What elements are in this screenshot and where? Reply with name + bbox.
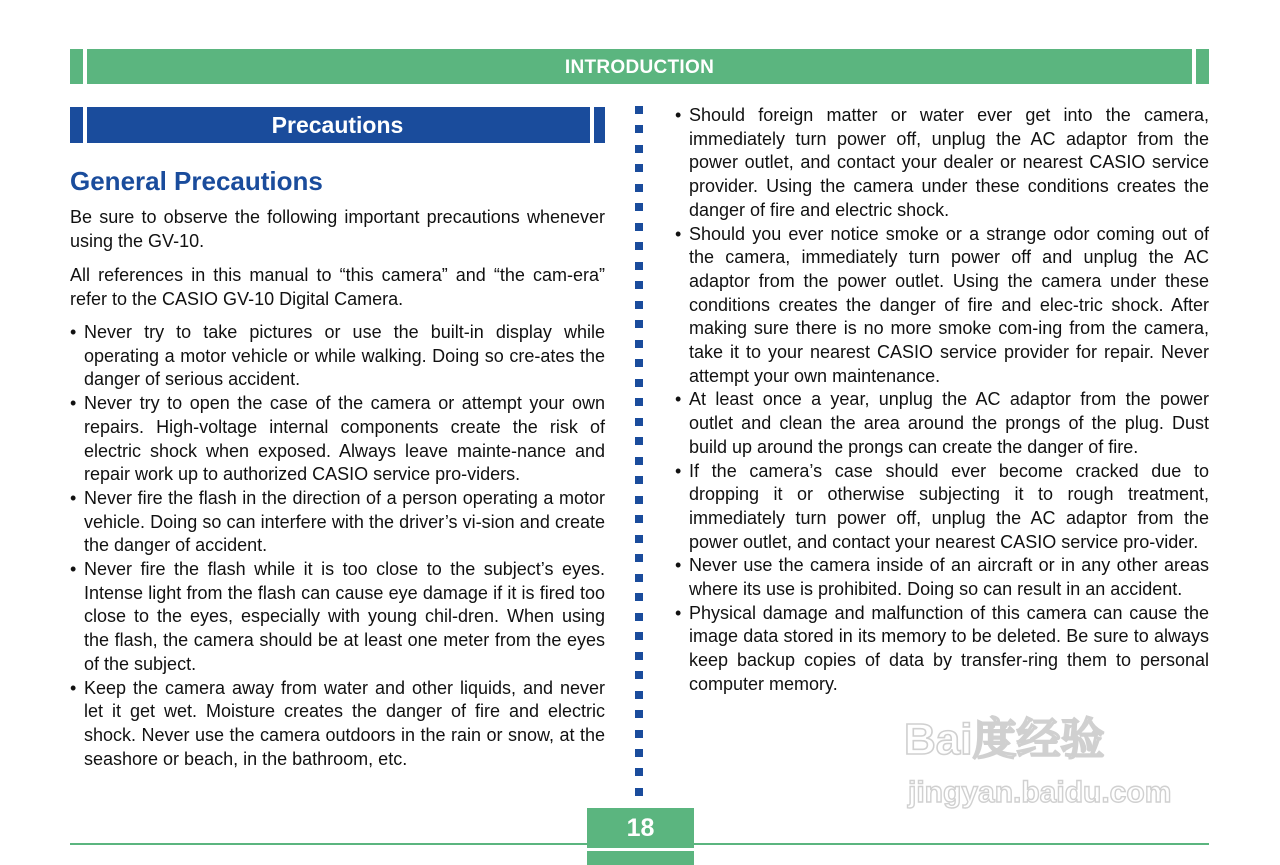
bullet-dot: •: [70, 393, 77, 414]
bullet-dot: •: [70, 677, 77, 698]
divider-square: [635, 242, 643, 250]
list-item: [675, 460, 1209, 555]
bullet-dot: •: [675, 389, 682, 410]
left-column: [70, 107, 605, 771]
list-item: [675, 223, 1209, 389]
divider-square: [635, 788, 643, 796]
divider-square: [635, 301, 643, 309]
divider-square: [635, 730, 643, 738]
page-box-gap: [587, 848, 694, 851]
list-item-text: At least once a year, unplug the AC adaptor from the power outlet and clean the area around the prongs of the plug. Dust build up around the prongs can create the danger of fire.: [689, 389, 1209, 457]
divider-square: [635, 691, 643, 699]
divider-square: [635, 281, 643, 289]
divider-square: [635, 496, 643, 504]
divider-square: [635, 125, 643, 133]
list-item: [70, 392, 605, 487]
divider-square: [635, 164, 643, 172]
divider-square: [635, 184, 643, 192]
precautions-label: Precautions: [271, 112, 404, 138]
list-item: [70, 677, 605, 772]
bullet-dot: •: [675, 555, 682, 576]
divider-square: [635, 671, 643, 679]
divider-square: [635, 768, 643, 776]
divider-square: [635, 203, 643, 211]
right-column: [675, 104, 1209, 697]
divider-square: [635, 418, 643, 426]
list-item: [675, 388, 1209, 459]
column-divider: [635, 106, 643, 796]
divider-square: [635, 145, 643, 153]
left-bullet-list: [70, 321, 605, 771]
page-number: 18: [626, 814, 655, 842]
list-item: [70, 321, 605, 392]
list-item-text: If the camera’s case should ever become cracked due to dropping it or otherwise subjecting it to rough treatment, immediately turn power off, unplug the AC adaptor from the power outlet, and contact your nearest CASIO service pro-vider.: [689, 460, 1209, 552]
divider-square: [635, 457, 643, 465]
divider-square: [635, 262, 643, 270]
divider-square: [635, 574, 643, 582]
watermark-url-text: jingyan.baidu.com: [908, 776, 1172, 809]
bullet-dot: •: [675, 223, 682, 244]
intro-paragraph: Be sure to observe the following important precautions whenever using the GV-10.: [70, 207, 605, 251]
list-item-text: Never fire the flash in the direction of a person operating a motor vehicle. Doing so can interfere with the driver’s vi-sion and create the danger of accident.: [84, 487, 605, 556]
divider-square: [635, 106, 643, 114]
section-banner: [70, 49, 1209, 84]
watermark-logo-text: Bai度经验: [904, 715, 1105, 764]
list-item-text: Never try to take pictures or use the built-in display while operating a motor vehicle or while walking. Doing so cre-ates the danger of serious accident.: [84, 322, 605, 390]
section-title: INTRODUCTION: [564, 57, 715, 78]
precautions-bar: [70, 107, 605, 143]
divider-square: [635, 632, 643, 640]
bullet-dot: •: [70, 559, 77, 580]
bullet-dot: •: [675, 105, 682, 125]
divider-square: [635, 320, 643, 328]
bullet-dot: •: [675, 460, 682, 481]
divider-square: [635, 613, 643, 621]
divider-square: [635, 710, 643, 718]
baidu-watermark: [900, 690, 1210, 820]
divider-square: [635, 749, 643, 757]
bullet-dot: •: [70, 487, 77, 508]
divider-square: [635, 593, 643, 601]
list-item-text: Never use the camera inside of an aircraft or in any other areas where its use is prohibited. Doing so can result in an accident.: [689, 555, 1209, 600]
divider-square: [635, 437, 643, 445]
reference-paragraph: All references in this manual to “this camera” and “the cam-era” refer to the CASIO GV-10 Digital Camera.: [70, 265, 605, 309]
divider-square: [635, 398, 643, 406]
list-item-text: Keep the camera away from water and other liquids, and never let it get wet. Moisture creates the danger of fire and electric shock. Never use the camera outdoors in the rain or snow, at the seashore or beach, in the bathroom, etc.: [84, 677, 605, 769]
right-bullet-list: [675, 104, 1209, 697]
bullet-dot: •: [675, 602, 682, 623]
divider-square: [635, 223, 643, 231]
list-item-text: Physical damage and malfunction of this camera can cause the image data stored in its memory to be deleted. Be sure to always keep backup copies of data by transfer-ring them to personal computer memory.: [689, 602, 1209, 694]
divider-square: [635, 515, 643, 523]
list-item-text: Never fire the flash while it is too close to the subject’s eyes. Intense light from the flash can cause eye damage if it is fired too close to the eyes, especially with young chil-dren. When using the flash, the camera should be at least one meter from the eyes of the subject.: [84, 559, 605, 674]
page-heading: General Precautions: [70, 166, 323, 196]
list-item: [675, 602, 1209, 697]
list-item-text: Never try to open the case of the camera or attempt your own repairs. High-voltage internal components create the risk of electric shock when exposed. Always leave mainte-nance and repair work up to authorized CASIO service pro-viders.: [84, 393, 605, 485]
list-item: [675, 554, 1209, 601]
list-item-text: Should foreign matter or water ever get into the camera, immediately turn power off, unplug the AC adaptor from the power outlet, and contact your dealer or nearest CASIO service provider. Using the camera under these conditions creates the danger of fire and electric shock.: [689, 105, 1209, 220]
list-item-text: Should you ever notice smoke or a strange odor coming out of the camera, immediately turn power off and unplug the AC adaptor from the power outlet. Using the camera under these conditions creates the danger of fire and elec-tric shock. After making sure there is no more smoke com-ing from the camera, take it to your nearest CASIO service provider for repair. Never attempt your own maintenance.: [689, 223, 1209, 386]
divider-square: [635, 554, 643, 562]
page-number-box: [587, 808, 694, 865]
list-item: [675, 104, 1209, 223]
list-item: [70, 558, 605, 677]
divider-square: [635, 535, 643, 543]
divider-square: [635, 379, 643, 387]
divider-square: [635, 340, 643, 348]
divider-square: [635, 359, 643, 367]
list-item: [70, 487, 605, 558]
bullet-dot: •: [70, 322, 77, 342]
divider-square: [635, 652, 643, 660]
divider-square: [635, 476, 643, 484]
